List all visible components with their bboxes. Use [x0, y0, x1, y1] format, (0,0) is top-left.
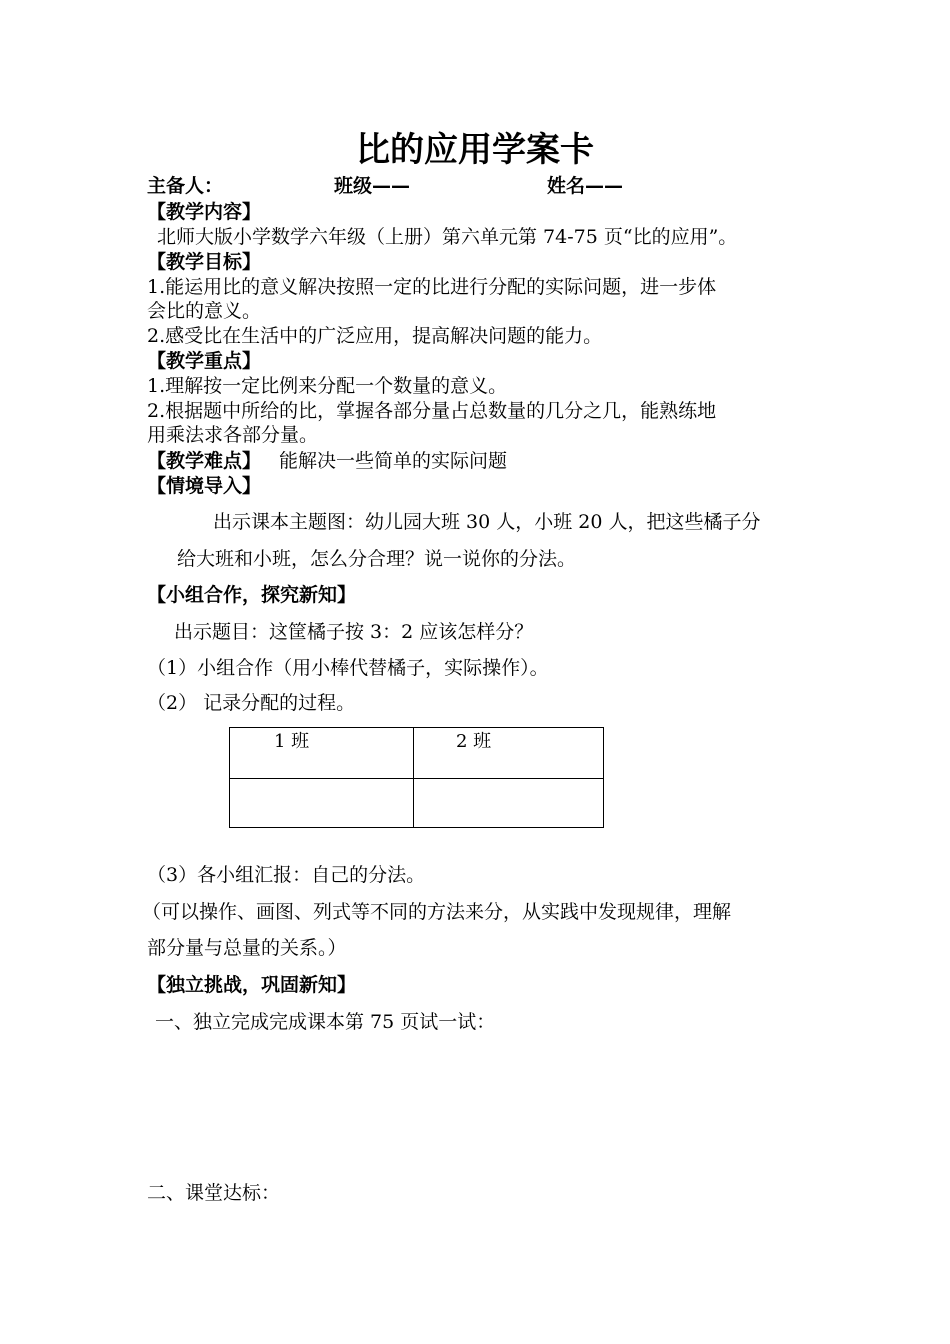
difficulty-text: 能解决一些简单的实际问题: [279, 450, 508, 472]
goal-2: 2.感受比在生活中的广泛应用，提高解决问题的能力。: [147, 325, 603, 347]
goal-1a: 1.能运用比的意义解决按照一定的比进行分配的实际问题，进一步体: [147, 276, 717, 298]
table-cell-class-1: [230, 779, 414, 828]
step-3: （3）各小组汇报：自己的分法。: [147, 864, 426, 886]
name-label: 姓名——: [547, 175, 624, 197]
key-point-1: 1.理解按一定比例来分配一个数量的意义。: [147, 375, 508, 397]
table-header-class-2: 2 班: [414, 728, 604, 779]
page-title: 比的应用学案卡: [356, 130, 594, 170]
goals-heading: 【教学目标】: [147, 251, 262, 273]
goal-1b: 会比的意义。: [147, 300, 262, 322]
content-heading: 【教学内容】: [147, 201, 262, 223]
preparer-label: 主备人：: [147, 175, 224, 197]
key-point-2b: 用乘法求各部分量。: [147, 424, 319, 446]
cooperation-heading: 【小组合作，探究新知】: [147, 584, 357, 606]
note-line-b: 部分量与总量的关系。）: [147, 937, 347, 959]
challenge-item-1: 一、独立完成完成课本第 75 页试一试：: [155, 1011, 496, 1033]
challenge-heading: 【独立挑战，巩固新知】: [147, 974, 357, 996]
step-1: （1）小组合作（用小棒代替橘子，实际操作）。: [147, 657, 549, 679]
step-2: （2） 记录分配的过程。: [147, 692, 356, 714]
distribution-table: [229, 727, 604, 828]
note-line-a: （可以操作、画图、列式等不同的方法来分，从实践中发现规律，理解: [142, 901, 732, 923]
intro-line-2: 给大班和小班，怎么分合理？说一说你的分法。: [177, 548, 577, 570]
table-cell-class-2: [414, 779, 604, 828]
table-header-row: [230, 728, 604, 779]
table-header-class-1: 1 班: [230, 728, 414, 779]
cooperation-prompt: 出示题目：这筐橘子按 3：2 应该怎样分？: [174, 621, 534, 643]
difficulty-heading: 【教学难点】: [147, 450, 262, 472]
content-text: 北师大版小学数学六年级（上册）第六单元第 74-75 页“比的应用”。: [157, 226, 738, 248]
table-row: [230, 779, 604, 828]
intro-line-1: 出示课本主题图：幼儿园大班 30 人，小班 20 人，把这些橘子分: [213, 511, 761, 533]
key-point-2a: 2.根据题中所给的比，掌握各部分量占总数量的几分之几，能熟练地: [147, 400, 717, 422]
key-points-heading: 【教学重点】: [147, 350, 262, 372]
challenge-item-2: 二、课堂达标：: [147, 1182, 281, 1204]
intro-heading: 【情境导入】: [147, 475, 262, 497]
class-label: 班级——: [334, 175, 411, 197]
